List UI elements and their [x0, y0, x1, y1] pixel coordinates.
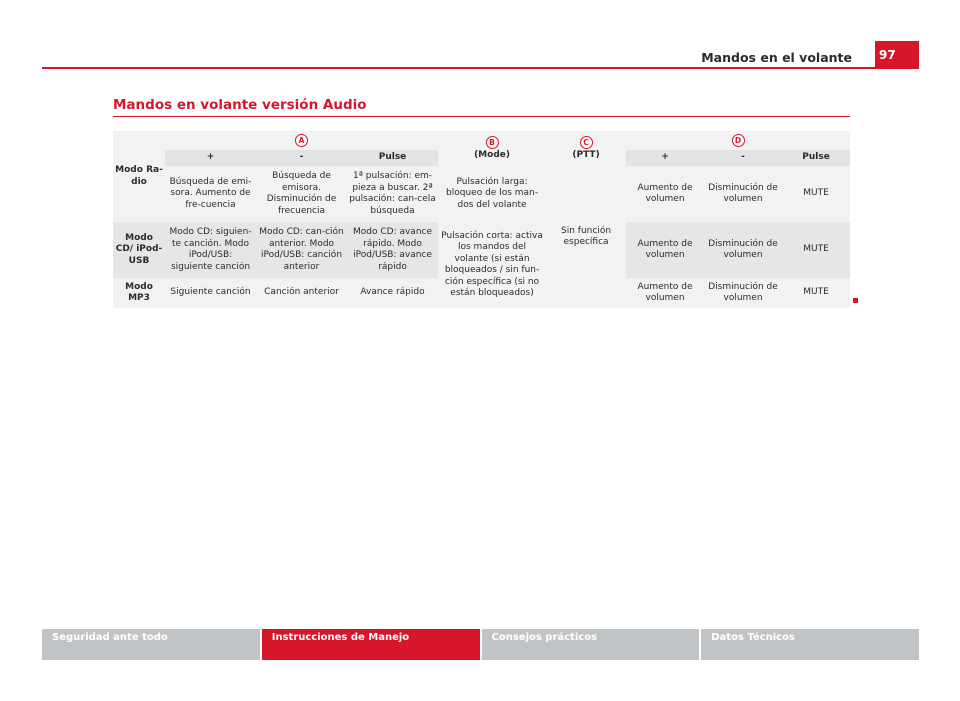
group-c-header — [546, 131, 626, 166]
marker-c: C — [580, 136, 593, 149]
header-rule — [42, 67, 919, 69]
marker-d: D — [732, 134, 745, 147]
cell-cd-a-minus: Modo CD: can-ción anterior. Modo iPod/USB: canción anterior — [256, 222, 347, 278]
cell-b-short-press: Pulsación corta: activa los mandos del volante (si están bloqueados / sin fun-ción específica (si no están bloqueados) — [438, 222, 546, 308]
controls-table — [113, 131, 850, 308]
marker-a: A — [295, 134, 308, 147]
row-label-cd-ipod: Modo CD/ iPod-USB — [113, 222, 165, 278]
cell-cd-d-plus: Aumento de volumen — [626, 222, 704, 278]
cell-b-long-press: Pulsación larga: bloqueo de los man-dos del volante — [438, 166, 546, 222]
row-label-radio: Modo Ra-dio — [113, 131, 165, 222]
header-title: Mandos en el volante — [701, 50, 852, 65]
end-of-section-marker — [853, 298, 858, 303]
cell-mp3-a-minus: Canción anterior — [256, 278, 347, 308]
cell-cd-a-pulse: Modo CD: avance rápido. Modo iPod/USB: avance rápido — [347, 222, 438, 278]
group-c-label: (PTT) — [572, 149, 600, 160]
footer-tab-practical-tips[interactable]: Consejos prácticos — [480, 629, 700, 660]
cell-radio-a-pulse: 1ª pulsación: em-pieza a buscar. 2ª pulsación: can-cela búsqueda — [347, 166, 438, 222]
cell-cd-d-minus: Disminución de volumen — [704, 222, 782, 278]
section-rule — [113, 116, 850, 117]
sub-header-d-minus: - — [704, 150, 782, 166]
group-d-header — [626, 131, 850, 150]
cell-radio-d-minus: Disminución de volumen — [704, 166, 782, 222]
page-number: 97 — [875, 41, 919, 68]
marker-b: B — [486, 136, 499, 149]
cell-cd-a-plus: Modo CD: siguien-te canción. Modo iPod/USB: siguiente canción — [165, 222, 256, 278]
section-title: Mandos en volante versión Audio — [113, 97, 367, 113]
sub-header-a-plus: + — [165, 150, 256, 166]
cell-c-no-function: Sin función específica — [546, 166, 626, 308]
cell-radio-d-pulse: MUTE — [782, 166, 850, 222]
group-a-header — [165, 131, 438, 150]
cell-mp3-a-pulse: Avance rápido — [347, 278, 438, 308]
row-label-mp3: Modo MP3 — [113, 278, 165, 308]
sub-header-d-pulse: Pulse — [782, 150, 850, 166]
cell-radio-a-plus: Búsqueda de emi-sora. Aumento de fre-cuencia — [165, 166, 256, 222]
cell-radio-d-plus: Aumento de volumen — [626, 166, 704, 222]
sub-header-a-pulse: Pulse — [347, 150, 438, 166]
footer-tab-technical-data[interactable]: Datos Técnicos — [699, 629, 919, 660]
footer-tab-safety[interactable]: Seguridad ante todo — [42, 629, 260, 660]
footer-nav — [42, 629, 919, 660]
cell-mp3-a-plus: Siguiente canción — [165, 278, 256, 308]
sub-header-d-plus: + — [626, 150, 704, 166]
group-b-header — [438, 131, 546, 166]
cell-radio-a-minus: Búsqueda de emisora. Disminución de frecuencia — [256, 166, 347, 222]
footer-tab-instructions[interactable]: Instrucciones de Manejo — [260, 629, 480, 660]
cell-mp3-d-minus: Disminución de volumen — [704, 278, 782, 308]
cell-mp3-d-plus: Aumento de volumen — [626, 278, 704, 308]
sub-header-a-minus: - — [256, 150, 347, 166]
cell-cd-d-pulse: MUTE — [782, 222, 850, 278]
cell-mp3-d-pulse: MUTE — [782, 278, 850, 308]
group-b-label: (Mode) — [474, 149, 510, 160]
